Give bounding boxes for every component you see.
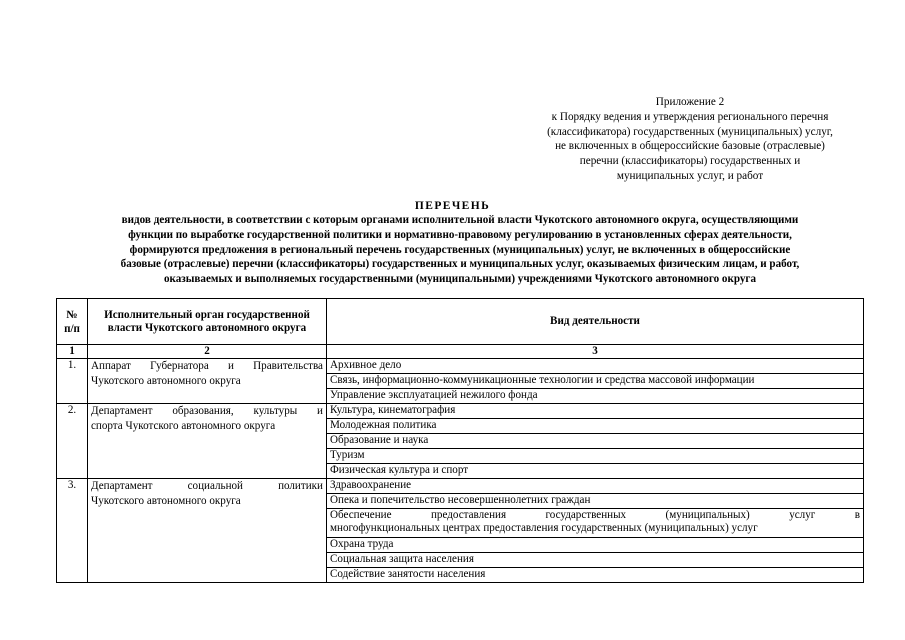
column-number: 3 xyxy=(327,345,864,359)
activity-item: Опека и попечительство несовершеннолетних граждан xyxy=(327,494,864,509)
subtitle-line: оказываемых и выполняемых государственными (муниципальными) учреждениями Чукотского автономного округа xyxy=(163,273,757,286)
appendix-line: к Порядку ведения и утверждения регионального перечня xyxy=(551,110,829,123)
subtitle-line: формируются предложения в региональный перечень государственных (муниципальных) услуг, не включенных в общероссийские xyxy=(129,243,791,256)
activity-item: Туризм xyxy=(327,449,864,464)
column-number: 1 xyxy=(57,345,88,359)
appendix-line: Приложение 2 xyxy=(655,96,725,108)
table-row xyxy=(57,359,864,374)
activity-item: Охрана труда xyxy=(327,538,864,553)
header-organ: Исполнительный орган государственной власти Чукотского автономного округа xyxy=(88,299,327,345)
row-number: 2. xyxy=(57,404,88,479)
appendix-note xyxy=(505,95,875,184)
activity-item: Культура, кинематография xyxy=(327,404,864,419)
activity-item: Образование и наука xyxy=(327,434,864,449)
activity-item: Физическая культура и спорт xyxy=(327,464,864,479)
header-number: № п/п xyxy=(57,299,88,345)
header-activity: Вид деятельности xyxy=(327,299,864,345)
organ-name: Департамент социальной политики Чукотского автономного округа xyxy=(88,479,327,583)
activities-table xyxy=(56,298,864,583)
activity-item: Обеспечение предоставления государственных (муниципальных) услуг в многофункциональных центрах предоставления государственных (муниципальных) услуг xyxy=(327,509,864,538)
appendix-line: перечни (классификаторы) государственных и xyxy=(579,155,801,168)
activity-item: Управление эксплуатацией нежилого фонда xyxy=(327,389,864,404)
document-title: ПЕРЕЧЕНЬ xyxy=(414,200,491,212)
table-row xyxy=(57,404,864,419)
appendix-line: муниципальных услуг, и работ xyxy=(616,169,764,182)
table-row xyxy=(57,479,864,494)
document-subtitle xyxy=(60,213,860,287)
organ-name: Аппарат Губернатора и Правительства Чукотского автономного округа xyxy=(88,359,327,404)
row-number: 3. xyxy=(57,479,88,583)
organ-name: Департамент образования, культуры и спорта Чукотского автономного округа xyxy=(88,404,327,479)
activity-item: Социальная защита населения xyxy=(327,553,864,568)
activity-item: Здравоохранение xyxy=(327,479,864,494)
table-header-row xyxy=(57,299,864,345)
activity-item: Связь, информационно-коммуникационные технологии и средства массовой информации xyxy=(327,374,864,389)
subtitle-line: видов деятельности, в соответствии с которым органами исполнительной власти Чукотского автономного округа, осуществляющими xyxy=(121,214,799,226)
column-number: 2 xyxy=(88,345,327,359)
appendix-line: (классификатора) государственных (муниципальных) услуг, xyxy=(547,125,833,138)
subtitle-line: функции по выработке государственной политики и нормативно-правовому регулированию в установленных сферах деятельности, xyxy=(128,228,792,241)
column-numbers-row xyxy=(57,345,864,359)
row-number: 1. xyxy=(57,359,88,404)
activity-item: Содействие занятости населения xyxy=(327,568,864,583)
appendix-line: не включенных в общероссийские базовые (отраслевые) xyxy=(555,140,825,153)
subtitle-line: базовые (отраслевые) перечни (классификаторы) государственных и муниципальных услуг, оказываемых физическим лицам, и работ, xyxy=(120,258,800,271)
activity-item: Архивное дело xyxy=(327,359,864,374)
activity-item: Молодежная политика xyxy=(327,419,864,434)
